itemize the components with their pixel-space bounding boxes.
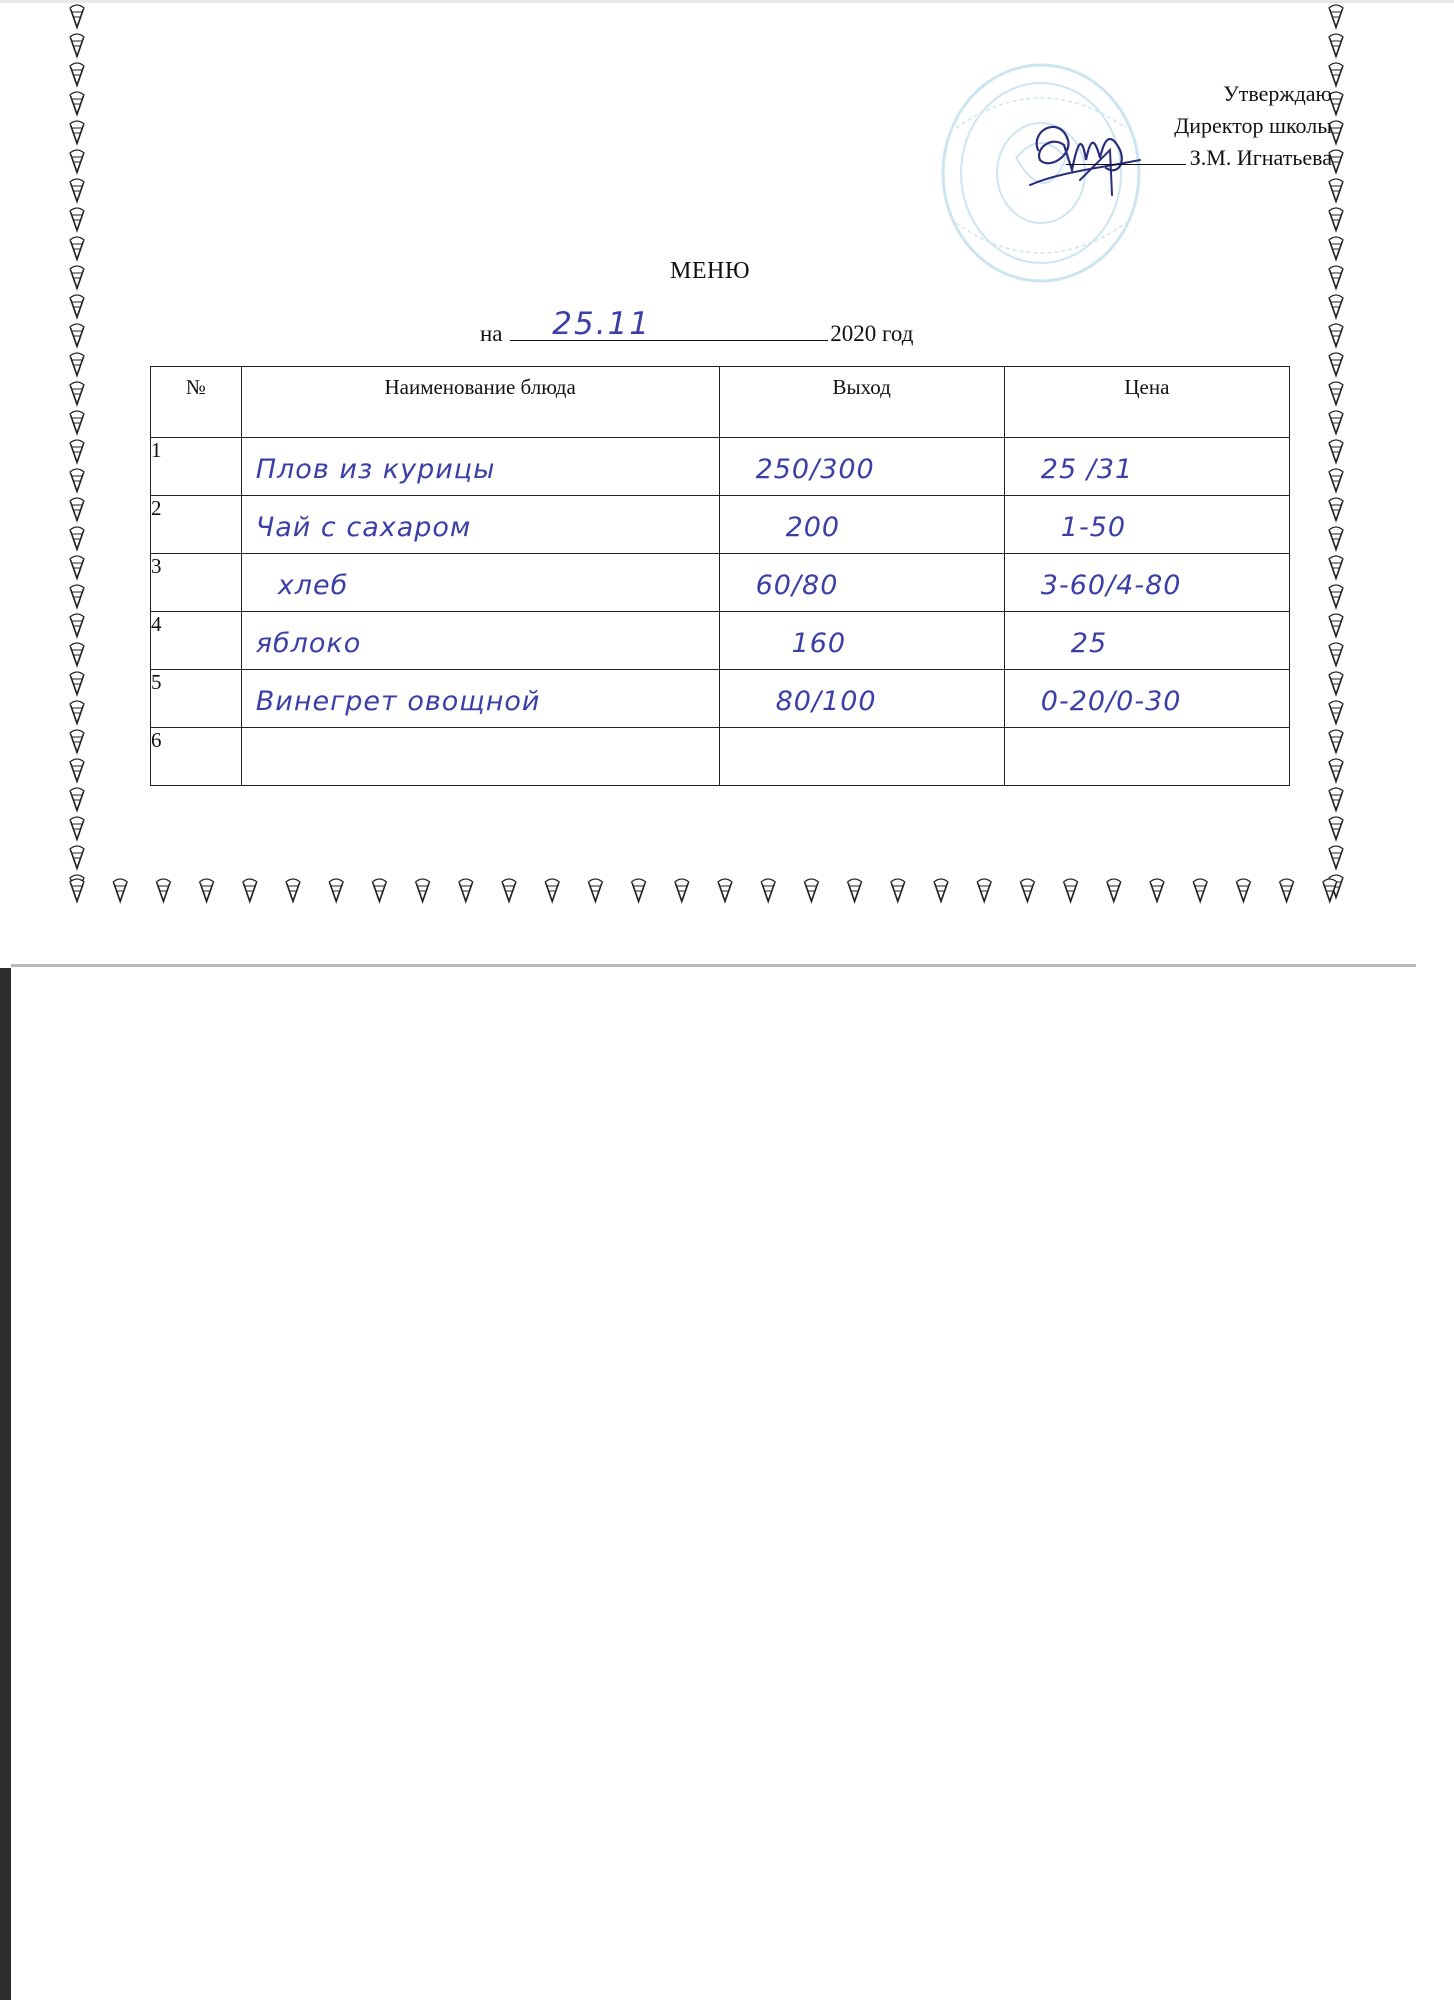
- cone-ornament: [1329, 585, 1343, 608]
- dish-price: 25: [1070, 628, 1108, 659]
- date-handwritten: 25.11: [552, 306, 652, 342]
- cone-ornament: [1329, 556, 1343, 579]
- cone-ornament: [1329, 34, 1343, 57]
- output-cell: [719, 438, 1004, 496]
- cone-ornament: [113, 879, 127, 902]
- cone-ornament: [70, 730, 84, 753]
- cone-ornament: [502, 879, 516, 902]
- cone-ornament: [1329, 208, 1343, 231]
- cone-ornament: [1329, 498, 1343, 521]
- output-cell: [719, 728, 1004, 786]
- cone-ornament: [70, 63, 84, 86]
- table-header-row: [151, 367, 1290, 438]
- cone-ornament: [1329, 5, 1343, 28]
- row-number: 1: [151, 438, 242, 496]
- cone-ornament: [70, 324, 84, 347]
- table-row: [151, 438, 1290, 496]
- dish-name-cell: [241, 612, 719, 670]
- dish-name-cell: [241, 438, 719, 496]
- cone-ornament: [70, 759, 84, 782]
- output-cell: [719, 496, 1004, 554]
- cone-ornament: [156, 879, 170, 902]
- cone-ornament: [70, 614, 84, 637]
- dish-name: Чай с сахаром: [255, 512, 472, 543]
- cone-ornament: [70, 237, 84, 260]
- date-prefix: на: [480, 321, 503, 346]
- cone-ornament: [70, 5, 84, 28]
- dish-price: 3-60/4-80: [1040, 570, 1182, 601]
- cone-ornament: [848, 879, 862, 902]
- cone-ornament: [200, 879, 214, 902]
- cone-ornament: [70, 556, 84, 579]
- signature-blank: [1066, 142, 1186, 165]
- cone-ornament: [70, 179, 84, 202]
- dish-name-cell: [241, 670, 719, 728]
- cone-ornament: [1329, 237, 1343, 260]
- price-cell: [1004, 728, 1289, 786]
- approval-block: [1066, 78, 1332, 174]
- dish-name: хлеб: [277, 570, 349, 601]
- dish-output: 60/80: [755, 570, 839, 601]
- cone-ornament: [1329, 324, 1343, 347]
- price-cell: [1004, 438, 1289, 496]
- cone-ornament: [1280, 879, 1294, 902]
- row-number: 6: [151, 728, 242, 786]
- cone-ornament: [70, 585, 84, 608]
- cone-ornament: [934, 879, 948, 902]
- cone-ornament: [70, 34, 84, 57]
- header-output: Выход: [719, 367, 1004, 438]
- cone-ornament: [70, 672, 84, 695]
- cone-ornament: [70, 121, 84, 144]
- cone-ornament: [1329, 179, 1343, 202]
- price-cell: [1004, 670, 1289, 728]
- cone-ornament: [1329, 527, 1343, 550]
- cone-ornament: [1064, 879, 1078, 902]
- cone-ornament: [70, 469, 84, 492]
- cone-ornament: [70, 440, 84, 463]
- output-cell: [719, 670, 1004, 728]
- cone-ornament: [70, 701, 84, 724]
- cone-ornament: [1329, 295, 1343, 318]
- cone-ornament: [243, 879, 257, 902]
- output-cell: [719, 612, 1004, 670]
- cone-ornament: [1329, 846, 1343, 869]
- header-price: Цена: [1004, 367, 1289, 438]
- cone-ornament: [1329, 759, 1343, 782]
- table-row: [151, 728, 1290, 786]
- cone-ornament: [1020, 879, 1034, 902]
- cone-ornament: [70, 92, 84, 115]
- cone-ornament: [1236, 879, 1250, 902]
- cone-ornament: [459, 879, 473, 902]
- row-number: 3: [151, 554, 242, 612]
- cone-ornament: [1107, 879, 1121, 902]
- cone-ornament: [632, 879, 646, 902]
- cone-ornament: [1329, 643, 1343, 666]
- approval-title: Утверждаю: [1223, 81, 1332, 106]
- border-bottom-cones: [70, 879, 1337, 902]
- cone-ornament: [545, 879, 559, 902]
- scan-dark-margin: [0, 968, 11, 2000]
- cone-ornament: [70, 817, 84, 840]
- cone-ornament: [70, 643, 84, 666]
- cone-ornament: [70, 527, 84, 550]
- output-cell: [719, 554, 1004, 612]
- dish-name-cell: [241, 496, 719, 554]
- dish-name: Плов из курицы: [255, 454, 496, 485]
- cone-ornament: [761, 879, 775, 902]
- cone-ornament: [1329, 701, 1343, 724]
- dish-name: Винегрет овощной: [255, 686, 541, 717]
- date-line: [480, 306, 914, 347]
- price-cell: [1004, 612, 1289, 670]
- cone-ornament: [718, 879, 732, 902]
- cone-ornament: [70, 353, 84, 376]
- dish-output: 80/100: [775, 686, 877, 717]
- price-cell: [1004, 496, 1289, 554]
- dish-price: 0-20/0-30: [1040, 686, 1182, 717]
- cone-ornament: [1193, 879, 1207, 902]
- cone-ornament: [977, 879, 991, 902]
- row-number: 2: [151, 496, 242, 554]
- date-blank: [510, 306, 828, 342]
- cone-ornament: [1329, 353, 1343, 376]
- row-number: 5: [151, 670, 242, 728]
- menu-table: [150, 366, 1290, 786]
- cone-ornament: [1329, 382, 1343, 405]
- cone-ornament: [1329, 730, 1343, 753]
- price-cell: [1004, 554, 1289, 612]
- cone-ornament: [588, 879, 602, 902]
- date-suffix: 2020 год: [830, 321, 914, 346]
- border-left-cones: [70, 5, 84, 898]
- cone-ornament: [804, 879, 818, 902]
- cone-ornament: [70, 498, 84, 521]
- table-row: [151, 612, 1290, 670]
- cone-ornament: [70, 382, 84, 405]
- cone-ornament: [1329, 672, 1343, 695]
- cone-ornament: [372, 879, 386, 902]
- dish-name-cell: [241, 728, 719, 786]
- table-row: [151, 496, 1290, 554]
- cone-ornament: [1329, 469, 1343, 492]
- approval-name: З.М. Игнатьева: [1189, 145, 1332, 170]
- cone-ornament: [70, 788, 84, 811]
- row-number: 4: [151, 612, 242, 670]
- cone-ornament: [1329, 614, 1343, 637]
- document-title: МЕНЮ: [670, 258, 750, 284]
- approval-signature-line: [1066, 142, 1332, 174]
- dish-price: 25 /31: [1040, 454, 1134, 485]
- dish-name-cell: [241, 554, 719, 612]
- cone-ornament: [1329, 411, 1343, 434]
- cone-ornament: [675, 879, 689, 902]
- cone-ornament: [70, 879, 84, 902]
- dish-output: 250/300: [755, 454, 875, 485]
- cone-ornament: [1329, 788, 1343, 811]
- cone-ornament: [70, 208, 84, 231]
- cone-ornament: [70, 150, 84, 173]
- dish-output: 200: [785, 512, 841, 543]
- table-row: [151, 554, 1290, 612]
- scan-page-edge: [11, 964, 1416, 967]
- cone-ornament: [416, 879, 430, 902]
- header-dish-name: Наименование блюда: [241, 367, 719, 438]
- table-row: [151, 670, 1290, 728]
- cone-ornament: [891, 879, 905, 902]
- cone-ornament: [70, 846, 84, 869]
- cone-ornament: [1329, 817, 1343, 840]
- dish-name: яблоко: [255, 628, 362, 659]
- approval-position: Директор школы: [1174, 113, 1332, 138]
- cone-ornament: [70, 295, 84, 318]
- dish-price: 1-50: [1060, 512, 1127, 543]
- cone-ornament: [1150, 879, 1164, 902]
- cone-ornament: [1329, 440, 1343, 463]
- cone-ornament: [286, 879, 300, 902]
- cone-ornament: [329, 879, 343, 902]
- dish-output: 160: [791, 628, 847, 659]
- header-number: №: [151, 367, 242, 438]
- cone-ornament: [70, 411, 84, 434]
